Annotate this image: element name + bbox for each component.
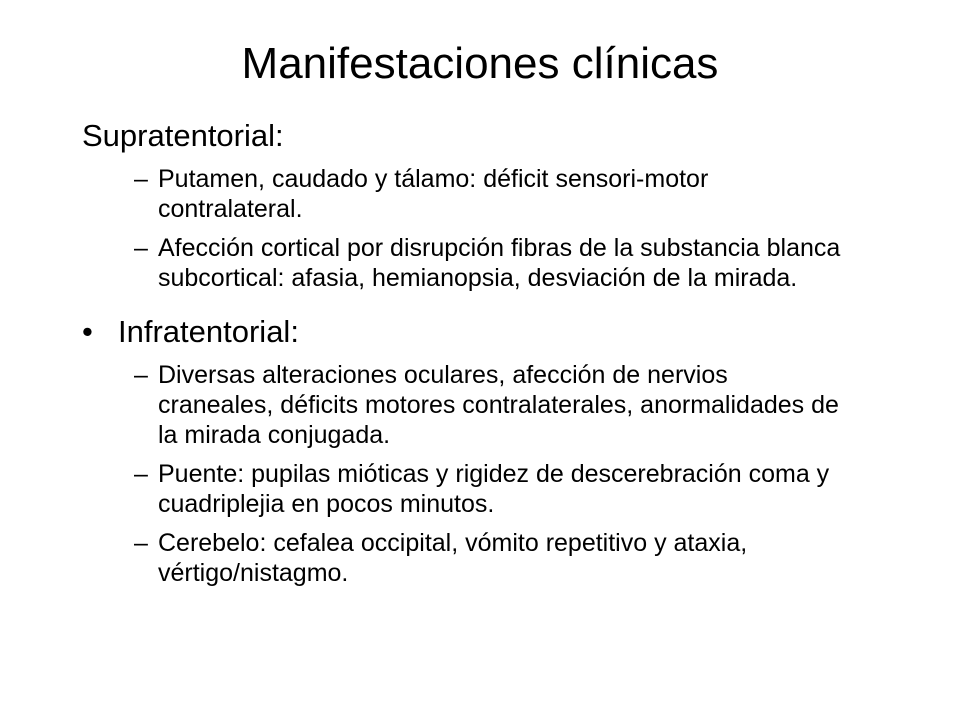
sub-bullet-item: [82, 164, 842, 224]
sub-bullet-text: Diversas alteraciones oculares, afección de nervios craneales, déficits motores contralaterales, anormalidades de la mirada conjugada.: [158, 361, 839, 449]
dash-bullet: –: [134, 234, 148, 262]
section-heading: [82, 116, 842, 156]
sub-bullet-item: [82, 528, 842, 588]
sub-bullet-text: Afección cortical por disrupción fibras de la substancia blanca subcortical: afasia, hemianopsia, desviación de la mirada.: [158, 234, 841, 292]
sub-bullet-text: Putamen, caudado y tálamo: déficit sensori-motor contralateral.: [158, 165, 709, 223]
dash-bullet: –: [134, 529, 148, 557]
dash-bullet: –: [134, 460, 148, 488]
section-heading-text: Infratentorial:: [118, 314, 299, 349]
sub-bullet-item: [82, 360, 842, 450]
dash-bullet: –: [134, 361, 148, 389]
dash-bullet: –: [134, 165, 148, 193]
sub-bullet-item: [82, 233, 842, 293]
sub-bullet-list: [82, 360, 842, 588]
sub-bullet-list: [82, 164, 842, 293]
sub-bullet-text: Puente: pupilas mióticas y rigidez de descerebración coma y cuadriplejia en pocos minutos.: [158, 460, 830, 518]
section-heading: [82, 312, 842, 352]
section-infratentorial: [82, 312, 842, 588]
sub-bullet-text: Cerebelo: cefalea occipital, vómito repetitivo y ataxia, vértigo/nistagmo.: [158, 529, 748, 587]
bullet-dot: •: [82, 314, 93, 349]
section-heading-text: Supratentorial:: [82, 118, 284, 153]
slide-body: [82, 116, 842, 597]
slide-title: Manifestaciones clínicas: [241, 39, 719, 88]
sub-bullet-item: [82, 459, 842, 519]
section-supratentorial: [82, 116, 842, 293]
